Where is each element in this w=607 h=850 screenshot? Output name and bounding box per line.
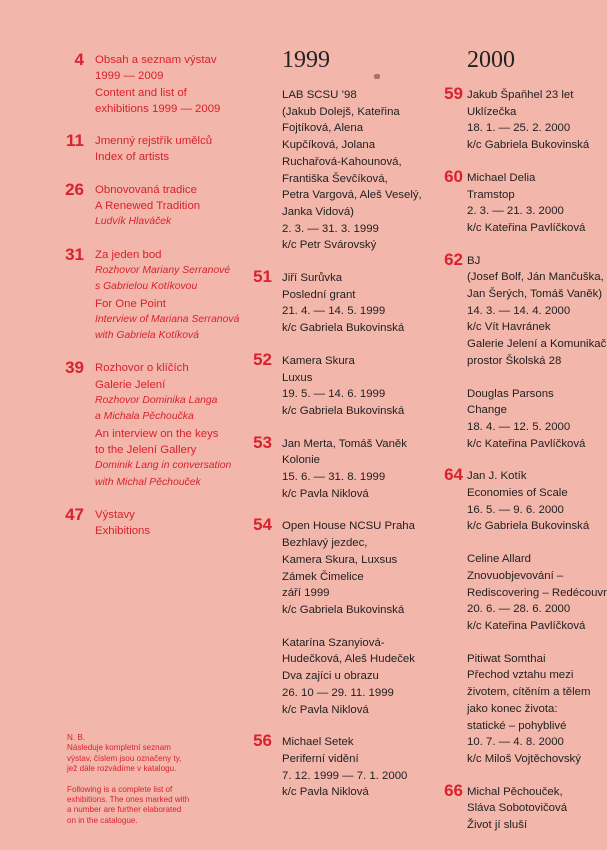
exhibition-line: k/c Kateřina Pavlíčková xyxy=(467,221,586,234)
toc-line: a Michala Pěchoučka xyxy=(95,411,194,423)
note-line-cz: jež dále rozvádíme v katalogu. xyxy=(67,764,177,774)
note-line-en: on in the catalogue. xyxy=(67,815,138,825)
exhibition-line: Janka Vidová) xyxy=(282,205,354,218)
toc-line: Obnovovaná tradice xyxy=(95,183,197,196)
note-line-en: Following is a complete list of xyxy=(67,784,173,794)
exhibition-line: 18. 4. — 12. 5. 2000 xyxy=(467,420,571,433)
exhibition-line: Kamera Skura, Luxsus xyxy=(282,553,398,566)
exhibition-line: Open House NCSU Praha xyxy=(282,520,415,533)
exhibition-line: Rediscovering – Redécouvr xyxy=(467,586,607,599)
exhibition-page-number: 59 xyxy=(444,84,463,103)
exhibition-line: k/c Gabriela Bukovinská xyxy=(282,603,405,616)
toc-line: Za jeden bod xyxy=(95,248,162,261)
toc-line: Výstavy xyxy=(95,508,135,521)
toc-line: For One Point xyxy=(95,297,166,310)
toc-line: s Gabrielou Kotíkovou xyxy=(95,281,198,293)
exhibition-entry xyxy=(253,515,432,618)
exhibition-entry xyxy=(253,349,432,420)
toc-line: Rozhovor o klíčích xyxy=(95,362,189,375)
exhibition-line: 20. 6. — 28. 6. 2000 xyxy=(467,603,571,616)
toc-page-number: 47 xyxy=(65,504,84,524)
exhibition-line: Uklízečka xyxy=(467,105,517,118)
exhibition-line: k/c Pavla Niklová xyxy=(282,703,369,716)
note-line-cz: Následuje kompletní seznam xyxy=(67,743,171,753)
exhibition-line: Sláva Sobotovičová xyxy=(467,802,568,815)
exhibition-line: k/c Pavla Niklová xyxy=(282,786,369,799)
exhibition-line: 10. 7. — 4. 8. 2000 xyxy=(467,736,564,749)
toc-page-number: 4 xyxy=(74,50,84,69)
exhibition-line: 15. 6. — 31. 8. 1999 xyxy=(282,471,386,484)
exhibition-line: Život jí sluší xyxy=(467,819,528,832)
exhibition-line: k/c Gabriela Bukovinská xyxy=(467,139,590,152)
exhibition-line: statické – pohyblivé xyxy=(467,719,567,732)
exhibition-line: 2. 3. — 31. 3. 1999 xyxy=(282,222,379,235)
toc-line: Interview of Mariana Serranová xyxy=(95,313,240,325)
toc-page-number: 26 xyxy=(65,179,84,199)
exhibition-line: Dva zajíci u obrazu xyxy=(282,670,379,683)
exhibition-line: (Jakub Dolejš, Kateřina xyxy=(282,105,400,118)
exhibition-line: Znovuobjevování – xyxy=(467,569,564,582)
toc-entry xyxy=(60,244,260,345)
exhibition-page-number: 64 xyxy=(444,465,463,485)
exhibition-line: 18. 1. — 25. 2. 2000 xyxy=(467,122,571,135)
toc-entry xyxy=(60,504,260,540)
exhibition-entry xyxy=(282,635,432,719)
exhibition-line: Periferní vidění xyxy=(282,752,359,765)
year-column-1999 xyxy=(253,46,432,817)
exhibition-line: 26. 10 — 29. 11. 1999 xyxy=(282,686,394,699)
exhibition-line: Jan Šerých, Tomáš Vaněk) xyxy=(467,288,603,301)
exhibition-line: Tramstop xyxy=(467,188,515,201)
exhibition-line: Galerie Jelení a Komunikač xyxy=(467,338,607,351)
exhibition-entry xyxy=(253,432,432,503)
toc-line: with Michal Pěchouček xyxy=(95,476,201,488)
exhibition-line: Katarína Szanyiová- xyxy=(282,636,385,649)
exhibition-page-number: 54 xyxy=(253,515,272,535)
exhibition-line: BJ xyxy=(467,254,481,267)
exhibition-entry xyxy=(253,267,432,337)
exhibition-entry xyxy=(253,731,432,801)
exhibition-page-number: 52 xyxy=(253,349,272,369)
exhibition-line: k/c Gabriela Bukovinská xyxy=(282,404,405,417)
exhibition-line: k/c Kateřina Pavlíčková xyxy=(467,619,586,632)
toc-line: Rozhovor Mariany Serranové xyxy=(95,264,231,276)
exhibition-line: Kupčíková, Jolana xyxy=(282,139,376,152)
exhibition-line: Fojtíková, Alena xyxy=(282,122,364,135)
year-heading: 1999 xyxy=(282,47,330,73)
note-spacer xyxy=(67,775,207,785)
exhibition-line: Economies of Scale xyxy=(467,487,568,500)
exhibition-line: Luxus xyxy=(282,371,313,384)
toc-line: Ludvík Hlaváček xyxy=(95,216,172,228)
exhibition-line: Poslední grant xyxy=(282,288,356,301)
exhibition-line: (Josef Bolf, Ján Mančuška, xyxy=(467,271,604,284)
exhibition-line: Jan Merta, Tomáš Vaněk xyxy=(282,437,407,450)
exhibition-line: k/c Gabriela Bukovinská xyxy=(282,322,405,335)
exhibition-line: k/c Pavla Niklová xyxy=(282,487,369,500)
toc-line: An interview on the keys xyxy=(95,427,219,440)
exhibition-page-number: 66 xyxy=(444,780,463,800)
note-line-cz: výstav, číslem jsou označeny ty, xyxy=(67,753,182,763)
exhibition-line: Michal Pěchouček, xyxy=(467,785,563,798)
table-of-contents xyxy=(60,52,260,555)
toc-line: Content and list of xyxy=(95,86,187,99)
toc-line: exhibitions 1999 — 2009 xyxy=(95,102,221,115)
exhibition-page-number: 56 xyxy=(253,731,272,751)
exhibition-page-number: 53 xyxy=(253,432,272,452)
exhibition-line: Ruchařová-Kahounová, xyxy=(282,155,402,168)
note-line-en: a number are further elaborated xyxy=(67,805,182,815)
exhibition-page-number: 51 xyxy=(253,267,272,287)
toc-line: Jmenný rejstřík umělců xyxy=(95,135,213,148)
exhibition-entry xyxy=(444,780,600,834)
exhibition-line: 14. 3. — 14. 4. 2000 xyxy=(467,304,571,317)
exhibition-entry xyxy=(444,84,600,154)
exhibition-entry xyxy=(467,386,600,453)
toc-line: Rozhovor Dominika Langa xyxy=(95,395,218,407)
exhibition-line: Change xyxy=(467,404,507,417)
exhibition-line: Douglas Parsons xyxy=(467,387,554,400)
exhibition-line: k/c Miloš Vojtěchovský xyxy=(467,752,581,765)
exhibition-line: k/c Petr Svárovský xyxy=(282,239,377,252)
toc-entry xyxy=(60,133,260,166)
toc-line: Galerie Jelení xyxy=(95,378,166,391)
footnote xyxy=(67,733,207,826)
exhibition-line: Přechod vztahu mezi xyxy=(467,669,574,682)
exhibition-line: Zámek Čimelice xyxy=(282,570,364,583)
exhibition-entry xyxy=(467,551,607,635)
toc-line: A Renewed Tradition xyxy=(95,200,201,213)
exhibition-line: Hudečková, Aleš Hudeček xyxy=(282,653,415,666)
year-column-2000 xyxy=(444,46,607,850)
exhibition-entry xyxy=(467,651,600,768)
exhibition-line: Michael Setek xyxy=(282,736,354,749)
exhibition-entry xyxy=(282,87,432,254)
exhibition-line: prostor Školská 28 xyxy=(467,354,562,367)
exhibition-line: Michael Delia xyxy=(467,171,536,184)
exhibition-line: Františka Ševčíková, xyxy=(282,172,388,185)
toc-line: Dominik Lang in conversation xyxy=(95,460,232,472)
exhibition-entry xyxy=(444,249,607,370)
toc-line: Exhibitions xyxy=(95,525,151,538)
year-heading: 2000 xyxy=(467,47,515,73)
toc-entry xyxy=(60,360,260,490)
toc-page-number: 31 xyxy=(65,244,84,264)
note-line-cz: N. B. xyxy=(67,733,85,742)
exhibition-line: jako konec života: xyxy=(467,702,558,715)
exhibition-entry xyxy=(444,465,600,535)
toc-line: Index of artists xyxy=(95,151,170,164)
exhibition-line: Pitiwat Somthai xyxy=(467,652,546,665)
exhibition-line: životem, cítěním a tělem xyxy=(467,686,591,699)
exhibition-line: 16. 5. — 9. 6. 2000 xyxy=(467,503,564,516)
exhibition-page-number: 60 xyxy=(444,166,463,186)
note-line-en: exhibitions. The ones marked with xyxy=(67,795,190,805)
exhibition-line: Kamera Skura xyxy=(282,354,355,367)
toc-line: with Gabriela Kotíková xyxy=(95,330,199,342)
toc-page-number: 39 xyxy=(65,358,84,378)
exhibition-line: k/c Gabriela Bukovinská xyxy=(467,520,590,533)
toc-entry xyxy=(60,52,260,117)
exhibition-line: Jiří Surůvka xyxy=(282,272,343,285)
exhibition-line: Kolonie xyxy=(282,454,320,467)
exhibition-line: 2. 3. — 21. 3. 2000 xyxy=(467,205,564,218)
toc-entry xyxy=(60,179,260,231)
toc-line: 1999 — 2009 xyxy=(95,70,164,83)
exhibition-line: 21. 4. — 14. 5. 1999 xyxy=(282,305,386,318)
exhibition-line: Celine Allard xyxy=(467,553,531,566)
exhibition-entry xyxy=(444,166,600,237)
exhibition-line: 7. 12. 1999 — 7. 1. 2000 xyxy=(282,769,408,782)
exhibition-line: září 1999 xyxy=(282,587,330,600)
exhibition-line: k/c Kateřina Pavlíčková xyxy=(467,437,586,450)
toc-line: Obsah a seznam výstav xyxy=(95,54,217,66)
exhibition-line: LAB SCSU ’98 xyxy=(282,89,357,101)
exhibition-line: Petra Vargová, Aleš Veselý, xyxy=(282,189,422,202)
exhibition-line: k/c Vít Havránek xyxy=(467,321,551,334)
exhibition-line: Jan J. Kotík xyxy=(467,470,527,483)
exhibition-line: 19. 5. — 14. 6. 1999 xyxy=(282,388,386,401)
toc-page-number: 11 xyxy=(66,131,84,151)
exhibition-line: Jakub Špaňhel 23 let xyxy=(467,89,574,101)
exhibition-page-number: 62 xyxy=(444,249,463,269)
toc-line: to the Jelení Gallery xyxy=(95,443,197,456)
exhibition-line: Bezhlavý jezdec, xyxy=(282,537,368,550)
